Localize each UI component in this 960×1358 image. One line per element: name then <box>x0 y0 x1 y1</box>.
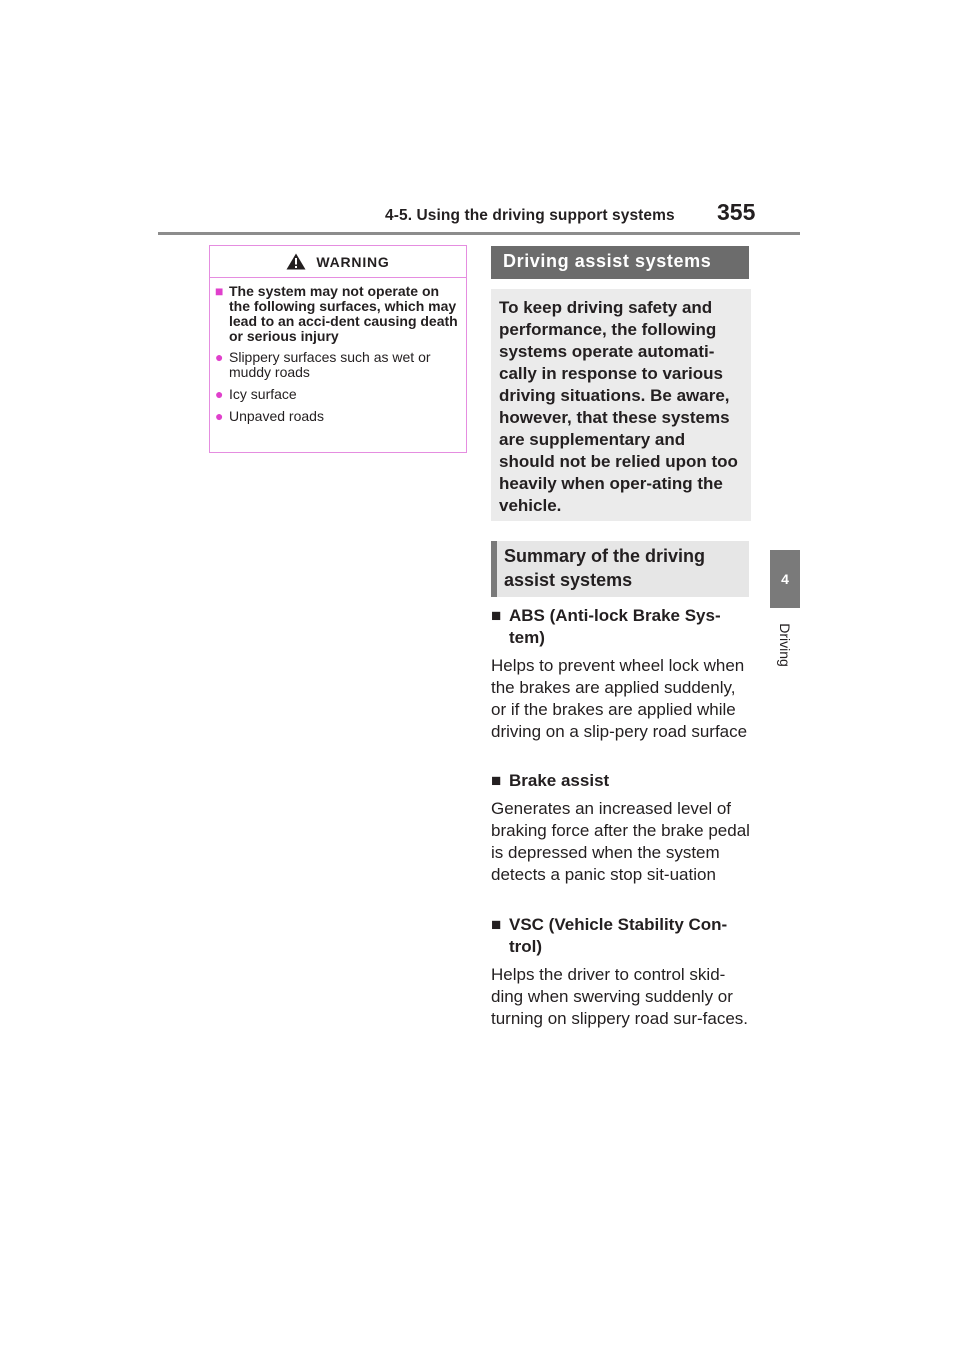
header-divider <box>158 232 800 235</box>
item-title-text: VSC (Vehicle Stability Con-trol) <box>509 915 728 956</box>
chapter-number: 4 <box>781 571 789 587</box>
warning-title: WARNING <box>316 253 390 270</box>
item-title-text: ABS (Anti-lock Brake Sys-tem) <box>509 606 721 647</box>
chapter-tab <box>770 550 800 608</box>
item-body-abs: Helps to prevent wheel lock when the brakes are applied suddenly, or if the brakes are applied while driving on a slip-pery road surface <box>491 656 748 741</box>
warning-triangle-icon <box>286 253 306 270</box>
square-bullet-icon: ■ <box>491 606 502 625</box>
warning-item <box>215 408 458 424</box>
item-title-vsc <box>491 914 751 958</box>
warning-item-text: Unpaved roads <box>229 408 324 424</box>
item-title-abs <box>491 605 751 649</box>
intro-text: To keep driving safety and performance, the following systems operate automati-cally in response to various driving situations. Be aware, however, that these systems are supplementary and should not be relied upon too heavily when oper-ating the vehicle. <box>499 298 738 515</box>
warning-heading-text: The system may not operate on the following surfaces, which may lead to an acci-dent causing death or serious injury <box>229 283 458 344</box>
warning-body <box>210 278 466 424</box>
item-title-text: Brake assist <box>509 771 610 790</box>
warning-item <box>215 386 458 402</box>
summary-heading: Summary of the driving assist systems <box>491 541 749 597</box>
page-number: 355 <box>717 199 756 225</box>
item-title-brake-assist <box>491 770 751 792</box>
square-bullet-icon: ■ <box>491 915 502 934</box>
section-title-band: Driving assist systems <box>491 246 749 279</box>
item-body-vsc: Helps the driver to control skid-ding when swerving suddenly or turning on slippery road sur-faces. <box>491 965 749 1028</box>
chapter-label: Driving <box>777 623 793 667</box>
square-bullet-icon: ■ <box>491 771 502 790</box>
section-header: 4-5. Using the driving support systems <box>385 207 675 224</box>
square-bullet-icon: ■ <box>215 283 224 299</box>
intro-box <box>491 289 751 521</box>
round-bullet-icon: ● <box>215 386 224 402</box>
warning-item-text: Icy surface <box>229 386 297 402</box>
item-body-brake-assist: Generates an increased level of braking force after the brake pedal is depressed when the system detects a panic stop sit-uation <box>491 799 750 884</box>
warning-box <box>209 245 467 453</box>
warning-item <box>215 349 458 380</box>
warning-item-text: Slippery surfaces such as wet or muddy roads <box>229 349 431 380</box>
warning-heading <box>215 283 458 344</box>
round-bullet-icon: ● <box>215 408 224 424</box>
warning-header <box>210 246 466 278</box>
round-bullet-icon: ● <box>215 349 224 365</box>
